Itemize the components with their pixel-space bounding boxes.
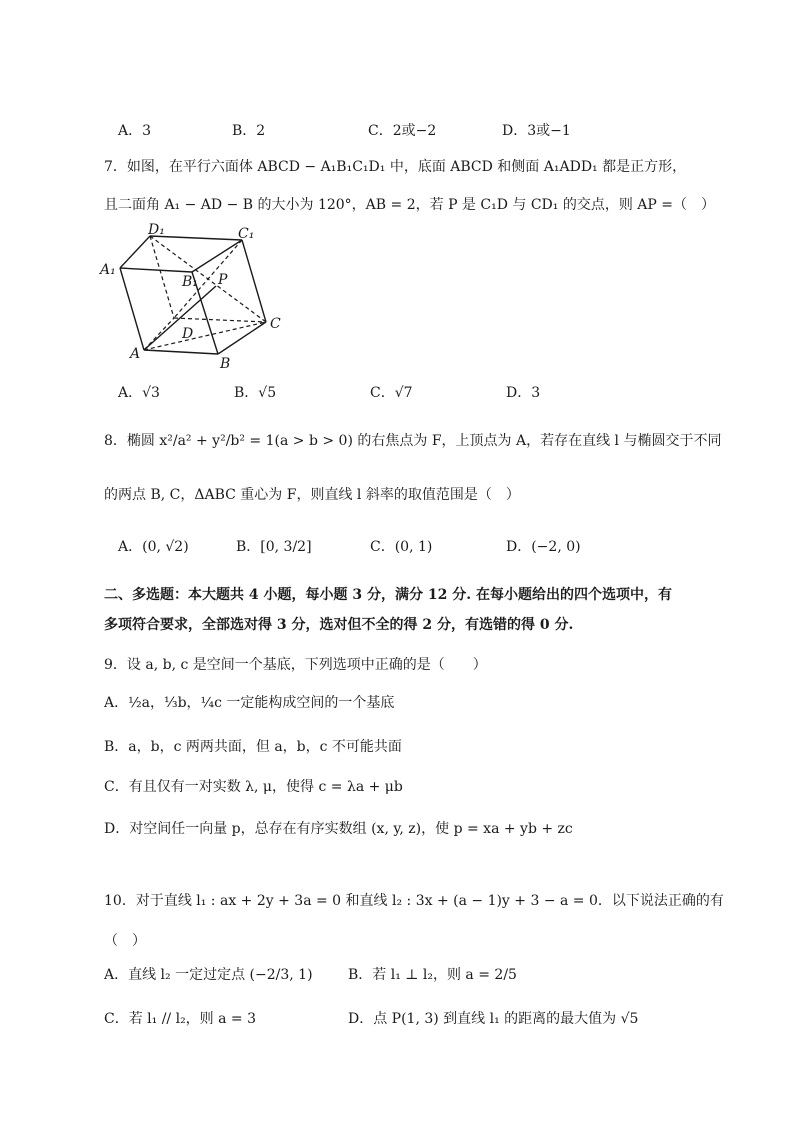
q7-stem-line2: 且二面角 A₁ − AD − B 的大小为 120°，AB = 2，若 P 是 C₁D 与 CD₁ 的交点，则 AP =（ ）: [104, 197, 715, 213]
label-p: P: [218, 272, 228, 288]
q6-option-d: D．3或−1: [502, 123, 571, 139]
q10-option-c: C．若 l₁ // l₂，则 a = 3: [104, 1011, 257, 1027]
q8-option-c: C．(0, 1): [370, 539, 433, 555]
q9-option-d: D．对空间任一向量 p，总存在有序实数组 (x, y, z)，使 p = xa + yb + zc: [104, 821, 573, 837]
label-c1: C₁: [238, 226, 255, 242]
q10-stem-line2: （ ）: [104, 933, 146, 949]
q9-option-a: A．½a，⅓b，¼c 一定能构成空间的一个基底: [104, 695, 395, 711]
label-d: D: [182, 326, 194, 342]
q8-option-d: D．(−2, 0): [506, 539, 581, 555]
label-c: C: [270, 316, 281, 332]
q8-option-b: B．[0, 3/2]: [236, 539, 312, 555]
q6-option-c: C．2或−2: [368, 123, 437, 139]
label-d1: D₁: [148, 222, 165, 238]
q7-option-d: D．3: [506, 385, 541, 401]
parallelepiped-figure: [96, 222, 296, 372]
q7-option-c: C．√7: [370, 385, 413, 401]
q7-option-b: B．√5: [234, 385, 277, 401]
q10-option-a: A．直线 l₂ 一定过定点 (−2/3, 1): [104, 967, 313, 983]
q9-option-c: C．有且仅有一对实数 λ, μ，使得 c = λa + μb: [104, 779, 403, 795]
q7-option-a: A．√3: [118, 385, 160, 401]
q7-stem-line1: 7．如图，在平行六面体 ABCD − A₁B₁C₁D₁ 中，底面 ABCD 和侧面 A₁ADD₁ 都是正方形，: [104, 159, 687, 175]
section2-instructions-line1: 二、多选题：本大题共 4 小题，每小题 3 分，满分 12 分. 在每小题给出的四个选项中，有: [104, 587, 672, 603]
q10-stem-line1: 10．对于直线 l₁ : ax + 2y + 3a = 0 和直线 l₂ : 3x + (a − 1)y + 3 − a = 0．以下说法正确的有: [104, 893, 724, 909]
q6-option-a: A．3: [118, 123, 152, 139]
q8-stem-line2: 的两点 B, C，ΔABC 重心为 F，则直线 l 斜率的取值范围是（ ）: [104, 487, 520, 503]
q10-option-b: B．若 l₁ ⊥ l₂，则 a = 2/5: [348, 967, 517, 983]
q6-option-b: B．2: [232, 123, 266, 139]
q8-stem-line1: 8．椭圆 x²/a² + y²/b² = 1(a > b > 0) 的右焦点为 F，上顶点为 A，若存在直线 l 与椭圆交于不同: [104, 433, 722, 449]
label-b: B: [220, 356, 231, 372]
label-a: A: [130, 346, 141, 362]
label-a1: A₁: [100, 262, 116, 278]
section2-instructions-line2: 多项符合要求，全部选对得 3 分，选对但不全的得 2 分，有选错的得 0 分.: [104, 617, 574, 633]
q10-option-d: D．点 P(1, 3) 到直线 l₁ 的距离的最大值为 √5: [348, 1011, 639, 1027]
label-b1: B₁: [182, 274, 198, 290]
q8-option-a: A．(0, √2): [118, 539, 189, 555]
q9-option-b: B．a，b，c 两两共面，但 a，b，c 不可能共面: [104, 739, 402, 755]
q9-stem: 9．设 a, b, c 是空间一个基底，下列选项中正确的是（ ）: [104, 657, 487, 673]
